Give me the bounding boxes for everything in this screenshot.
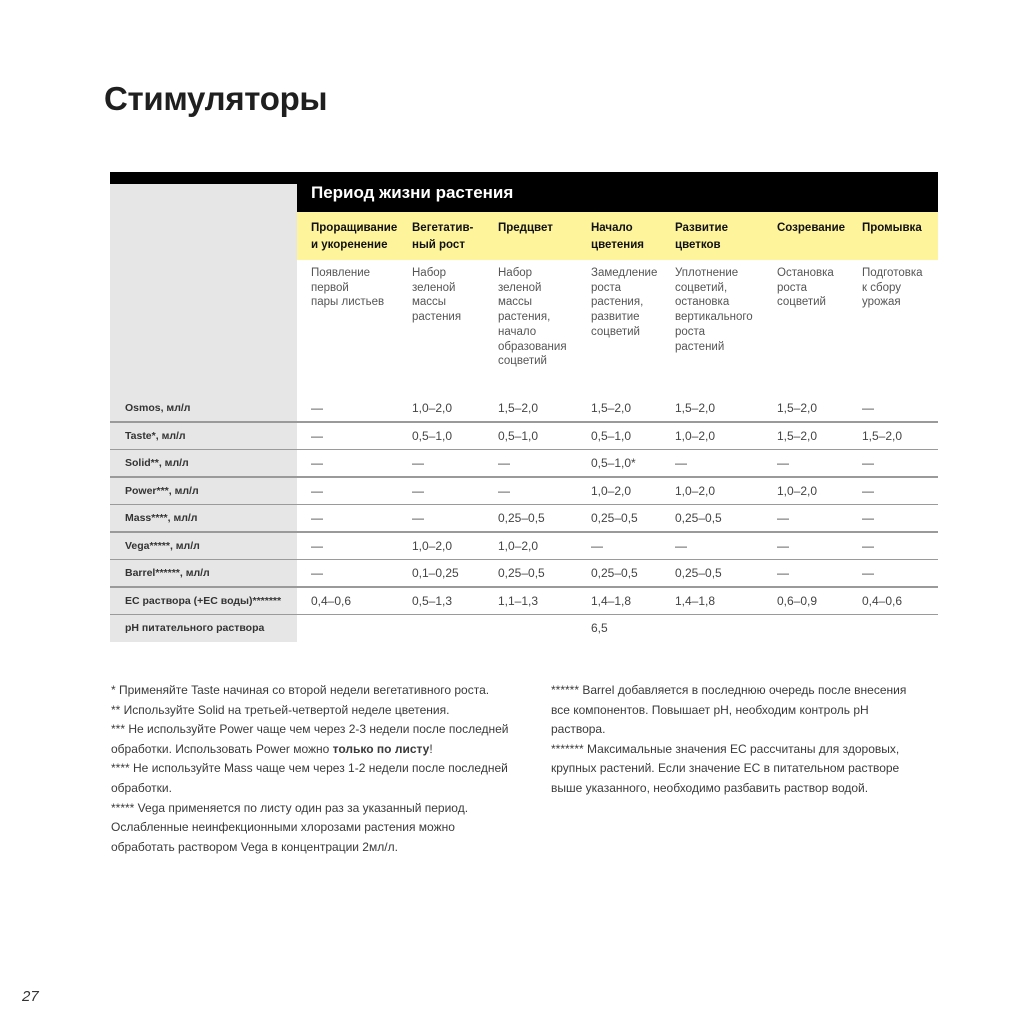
phase-description-line: развитие — [591, 311, 640, 324]
table-cell: 0,5–1,0 — [591, 428, 632, 443]
phase-description-line: роста — [675, 325, 706, 338]
phase-header — [777, 220, 845, 237]
table-cell: — — [412, 456, 424, 470]
table-cell: — — [675, 456, 687, 470]
table-cell: 0,5–1,0* — [591, 456, 636, 470]
table-cell: — — [862, 566, 874, 580]
table-cell: 1,0–2,0 — [675, 428, 716, 443]
table-cell: — — [862, 483, 874, 498]
phase-description — [311, 266, 384, 310]
row-label: Barrel******, мл/л — [125, 567, 210, 579]
phase-description-line: Набор — [412, 267, 447, 279]
table-cell: 1,0–2,0 — [412, 538, 453, 553]
footnote-text: **** Не используйте Mass чаще чем через 1-2 недели после последней обработки. — [111, 761, 508, 795]
table-cell: 0,4–0,6 — [862, 593, 903, 608]
table-cell: — — [311, 538, 323, 553]
footnote — [111, 701, 511, 721]
phase-header-line: цветков — [675, 239, 721, 251]
phase-description-line: роста — [777, 281, 808, 294]
footnotes-left — [111, 681, 511, 857]
table-cell: 1,5–2,0 — [777, 401, 818, 415]
table-cell: — — [311, 456, 323, 470]
footnote-text: * Применяйте Taste начиная со второй недели вегетативного роста. — [111, 683, 490, 697]
phase-header-line: Начало — [591, 222, 633, 234]
phase-header-line: Развитие — [675, 222, 729, 234]
table-cell: 1,0–2,0 — [675, 483, 716, 498]
phase-description-line: растения, — [498, 311, 551, 324]
table-row — [110, 533, 938, 561]
table-cell: — — [777, 538, 789, 553]
table-cell: 0,5–1,0 — [498, 428, 539, 443]
table-cell: 1,0–2,0 — [498, 538, 539, 553]
table-cell: 1,4–1,8 — [591, 593, 632, 608]
phase-description-line: вертикального — [675, 311, 753, 324]
phase-header-line: Проращивание — [311, 222, 398, 234]
table-cell: 1,1–1,3 — [498, 593, 539, 608]
table-cell: — — [777, 566, 789, 580]
phase-description-line: Набор — [498, 267, 533, 279]
phase-description-line: соцветий — [591, 325, 640, 338]
table-cell: — — [498, 483, 510, 498]
row-label: Vega*****, мл/л — [125, 539, 200, 552]
phase-description-line: Подготовка — [862, 267, 923, 279]
table-row — [110, 478, 938, 506]
table-cell: — — [412, 483, 424, 498]
page-number: 27 — [22, 988, 39, 1005]
footnote-text-end: ! — [429, 741, 433, 756]
row-label: Solid**, мл/л — [125, 457, 189, 469]
phase-description-line: Уплотнение — [675, 267, 739, 279]
phase-header — [498, 220, 553, 237]
table-cell: 1,5–2,0 — [591, 401, 632, 415]
table-cell: — — [311, 483, 323, 498]
table-cell: 0,5–1,0 — [412, 428, 453, 443]
phase-description-line: остановка — [675, 296, 730, 309]
phase-header-line: Предцвет — [498, 222, 553, 234]
footnote — [111, 681, 511, 701]
phase-description-line: зеленой — [412, 281, 456, 294]
phase-description-line: образования — [498, 340, 567, 353]
table-cell: — — [311, 401, 323, 415]
footnote-text: ** Используйте Solid на третьей-четвертой неделе цветения. — [111, 702, 450, 717]
phase-description — [591, 266, 657, 340]
table-cell: — — [777, 511, 789, 525]
table-cell: 0,25–0,5 — [591, 511, 638, 525]
phase-description — [862, 266, 923, 310]
footnotes-right — [551, 681, 911, 799]
table-cell: — — [862, 511, 874, 525]
table-cell: 0,25–0,5 — [675, 511, 722, 525]
table-cell: — — [311, 566, 323, 580]
table-cell: — — [311, 428, 323, 443]
table-cell: 1,0–2,0 — [777, 483, 818, 498]
table-row — [110, 395, 938, 423]
phase-header-line: Промывка — [862, 222, 922, 234]
table-cell: 0,6–0,9 — [777, 593, 818, 608]
table-row — [110, 505, 938, 533]
phase-description-line: зеленой — [498, 281, 542, 294]
footnote-text: ****** Barrel добавляется в последнюю очередь после внесения все компонентов. Повышает pH, необходим контроль pH раствора. — [551, 683, 907, 737]
table-cell: 0,1–0,25 — [412, 566, 459, 580]
phase-description-line: первой — [311, 281, 349, 294]
table-cell: 6,5 — [591, 621, 608, 635]
phase-header-line: Созревание — [777, 222, 846, 234]
phase-header — [591, 220, 644, 254]
footnote — [551, 681, 911, 740]
row-label: Osmos, мл/л — [125, 402, 191, 414]
phase-description-line: начало — [498, 325, 537, 338]
table-cell: 1,5–2,0 — [862, 428, 903, 443]
table-row — [110, 615, 938, 643]
phase-description-line: соцветий, — [675, 281, 728, 294]
footnote — [111, 759, 511, 798]
table-row — [110, 423, 938, 451]
phase-description — [498, 266, 567, 369]
table-cell: — — [862, 456, 874, 470]
table-cell: 1,5–2,0 — [675, 401, 716, 415]
table-cell: 0,4–0,6 — [311, 593, 352, 608]
table-cell: — — [311, 511, 323, 525]
phase-description-line: урожая — [862, 296, 901, 309]
phase-header-line: Вегетатив- — [412, 222, 474, 234]
phase-header-line: и укоренение — [311, 239, 388, 251]
table-cell: 0,5–1,3 — [412, 593, 453, 608]
phase-description-line: роста — [591, 281, 622, 294]
table-cell: 0,25–0,5 — [675, 566, 722, 580]
footnote — [111, 720, 511, 759]
page-title: Стимуляторы — [104, 80, 328, 117]
table-row — [110, 588, 938, 616]
phase-description-line: Остановка — [777, 267, 834, 279]
phase-description-line: пары листьев — [311, 296, 385, 309]
phase-header — [675, 220, 728, 254]
phase-header-line: цветения — [591, 239, 644, 251]
table-cell: — — [412, 511, 424, 525]
footnote-text: ***** Vega применяется по листу один раз за указанный период. Ослабленные неинфекционными хлорозами растения можно обработать раствором Vega в концентрации 2мл/л. — [111, 800, 469, 854]
table-cell: 0,25–0,5 — [498, 566, 545, 580]
phase-description-line: растения — [412, 311, 462, 324]
table-cell: 1,0–2,0 — [412, 401, 453, 415]
table-cell: — — [777, 456, 789, 470]
table-cell: 1,0–2,0 — [591, 483, 632, 498]
table-cell: — — [862, 538, 874, 553]
phase-description-line: к сбору — [862, 281, 901, 294]
period-header: Период жизни растения — [297, 172, 938, 212]
row-label: pH питательного раствора — [125, 622, 265, 634]
phase-header-row — [297, 212, 938, 260]
phase-description-line: массы — [412, 296, 447, 309]
phase-header-line: ный рост — [412, 239, 465, 251]
table-cell: 1,5–2,0 — [498, 401, 539, 415]
table-cell: 0,25–0,5 — [591, 566, 638, 580]
table-cell: — — [675, 538, 687, 553]
footnote — [111, 799, 511, 858]
phase-description-line: растений — [675, 340, 725, 353]
phase-description-line: растения, — [591, 296, 644, 309]
footnote-text: ******* Максимальные значения EC рассчитаны для здоровых, крупных растений. Если значение EC в питательном растворе выше указанного, необходимо разбавить раствор водой. — [551, 741, 900, 795]
table-row — [110, 560, 938, 588]
phase-description-line: соцветий — [777, 296, 826, 309]
phase-description — [412, 266, 461, 325]
phase-description-line: соцветий — [498, 355, 547, 368]
row-label: EC раствора (+EC воды)******* — [125, 594, 282, 607]
table-row — [110, 450, 938, 478]
phase-description — [777, 266, 834, 310]
table-cell: — — [498, 456, 510, 470]
table-cell: 0,25–0,5 — [498, 511, 545, 525]
table-cell: 1,5–2,0 — [777, 428, 818, 443]
footnote-emphasis: только по листу — [332, 741, 430, 756]
phase-description-line: Замедление — [591, 267, 658, 279]
phase-description-line: массы — [498, 296, 533, 309]
phase-header — [412, 220, 473, 254]
row-label: Mass****, мл/л — [125, 512, 198, 524]
stimulators-table — [110, 172, 938, 642]
phase-description — [675, 266, 753, 354]
row-label: Taste*, мл/л — [125, 429, 186, 442]
footnote-text: *** Не используйте Power чаще чем через 2-3 недели после последней обработки. Использовать Power можно — [111, 722, 509, 756]
table-cell: — — [591, 538, 603, 553]
footnote — [551, 740, 911, 799]
phase-header — [862, 220, 922, 237]
table-cell: — — [862, 401, 874, 415]
phase-description-line: Появление — [311, 267, 371, 279]
row-label: Power***, мл/л — [125, 484, 199, 497]
table-cell: 1,4–1,8 — [675, 593, 716, 608]
phase-header — [311, 220, 397, 254]
